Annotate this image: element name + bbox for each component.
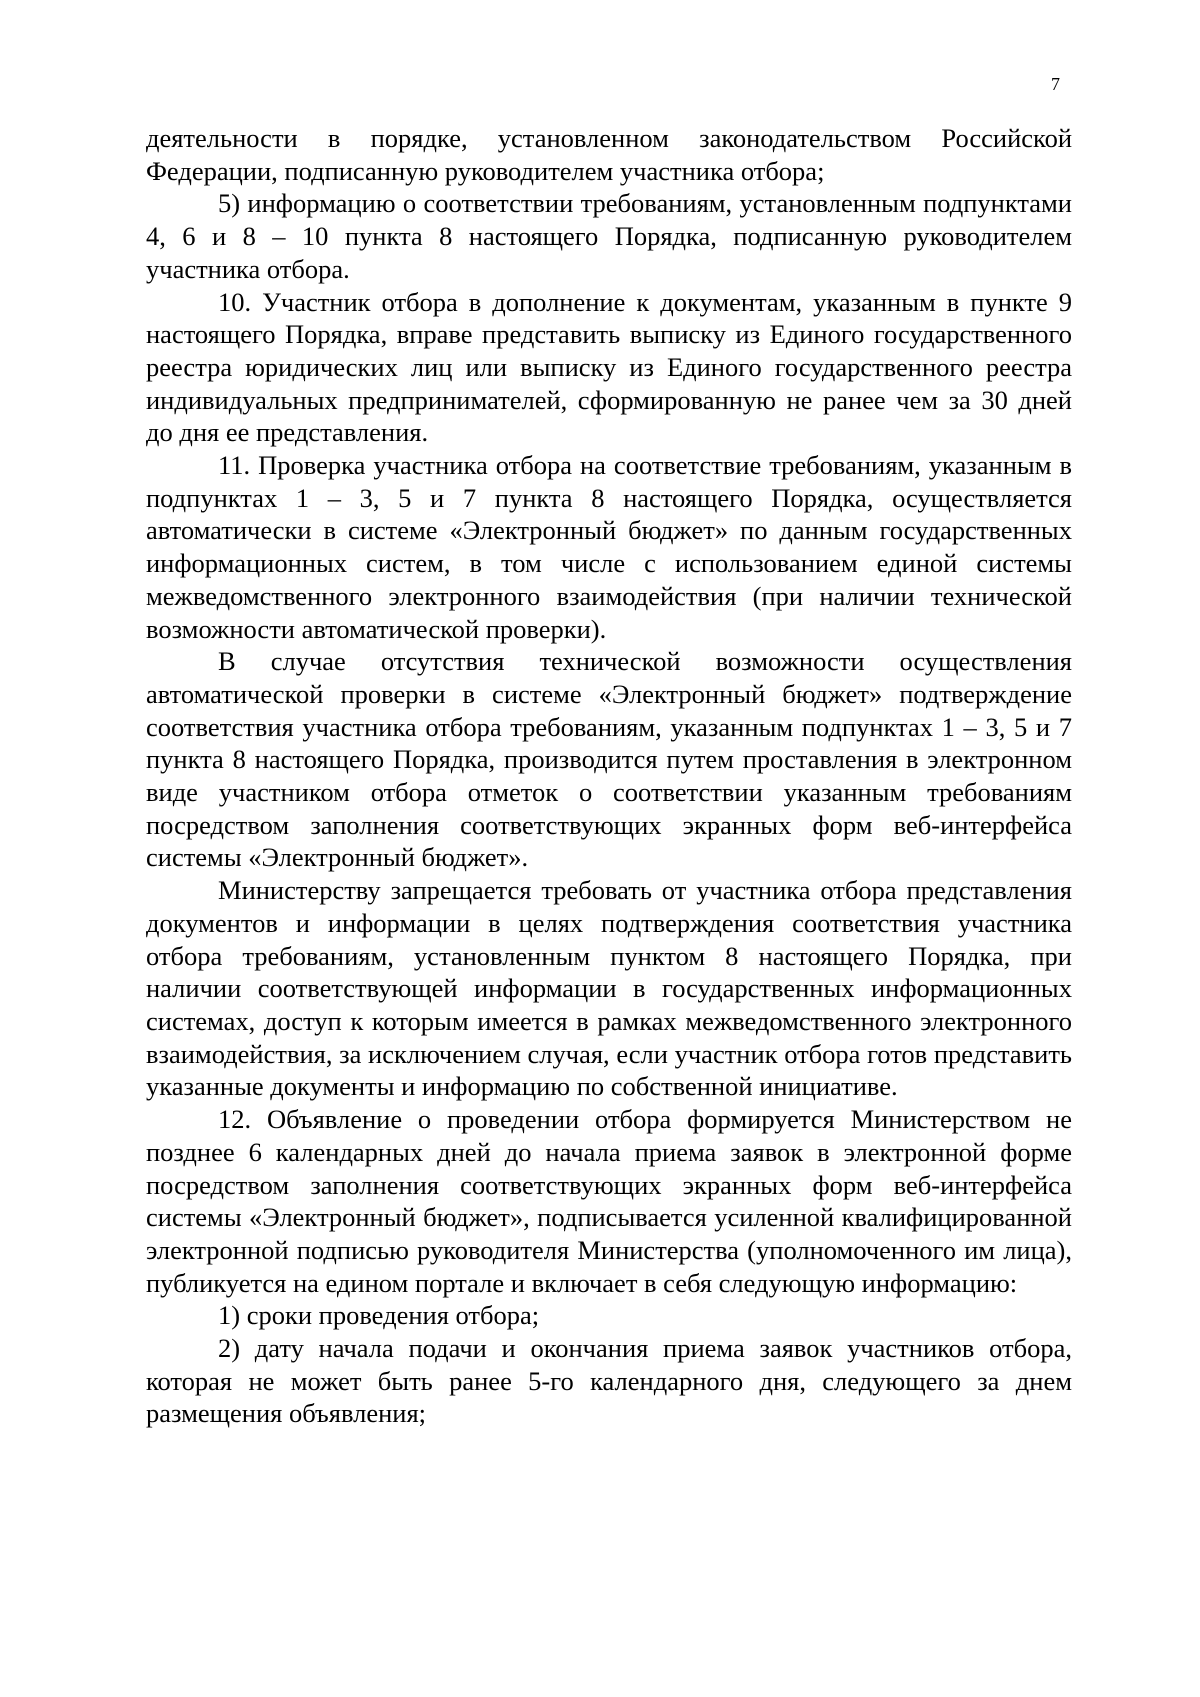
paragraph-continuation: деятельности в порядке, установленном законодательством Российской Федерации, подписанную руководителем участника отбора; [146, 123, 1072, 186]
paragraph-technical-absence: В случае отсутствия технической возможности осуществления автоматической проверки в системе «Электронный бюджет» подтверждение соответствия участника отбора требованиям, указанным подпунктах 1 – 3, 5 и 7 пункта 8 настоящего Порядка, производится путем проставления в электронном виде участником отбора отметок о соответствии указанным требованиям посредством заполнения соответствующих экранных форм веб-интерфейса системы «Электронный бюджет». [146, 646, 1072, 873]
list-item-2: 2) дату начала подачи и окончания приема заявок участников отбора, которая не может быть ранее 5-го календарного дня, следующего за днем размещения объявления; [146, 1333, 1072, 1429]
document-body [146, 122, 1072, 1430]
list-item-1: 1) сроки проведения отбора; [218, 1300, 540, 1331]
paragraph-item-5: 5) информацию о соответствии требованиям, установленным подпунктами 4, 6 и 8 – 10 пункта 8 настоящего Порядка, подписанную руководителем участника отбора. [146, 188, 1072, 284]
paragraph-clause-11: 11. Проверка участника отбора на соответствие требованиям, указанным в подпунктах 1 – 3, 5 и 7 пункта 8 настоящего Порядка, осуществляется автоматически в системе «Электронный бюджет» по данным государственных информационных систем, в том числе с использованием единой системы межведомственного электронного взаимодействия (при наличии технической возможности автоматической проверки). [146, 450, 1072, 644]
paragraph-clause-12: 12. Объявление о проведении отбора формируется Министерством не позднее 6 календарных дней до начала приема заявок в электронной форме посредством заполнения соответствующих экранных форм веб-интерфейса системы «Электронный бюджет», подписывается усиленной квалифицированной электронной подписью руководителя Министерства (уполномоченного им лица), публикуется на едином портале и включает в себя следующую информацию: [146, 1104, 1072, 1298]
page-number: 7 [1051, 74, 1060, 94]
paragraph-ministry-prohibition: Министерству запрещается требовать от участника отбора представления документов и информации в целях подтверждения соответствия участника отбора требованиям, установленным пунктом 8 настоящего Порядка, при наличии соответствующей информации в государственных информационных системах, доступ к которым имеется в рамках межведомственного электронного взаимодействия, за исключением случая, если участник отбора готов представить указанные документы и информацию по собственной инициативе. [146, 875, 1072, 1102]
paragraph-clause-10: 10. Участник отбора в дополнение к документам, указанным в пункте 9 настоящего Порядка, вправе представить выписку из Единого государственного реестра юридических лиц или выписку из Единого государственного реестра индивидуальных предпринимателей, сформированную не ранее чем за 30 дней до дня ее представления. [146, 286, 1072, 448]
